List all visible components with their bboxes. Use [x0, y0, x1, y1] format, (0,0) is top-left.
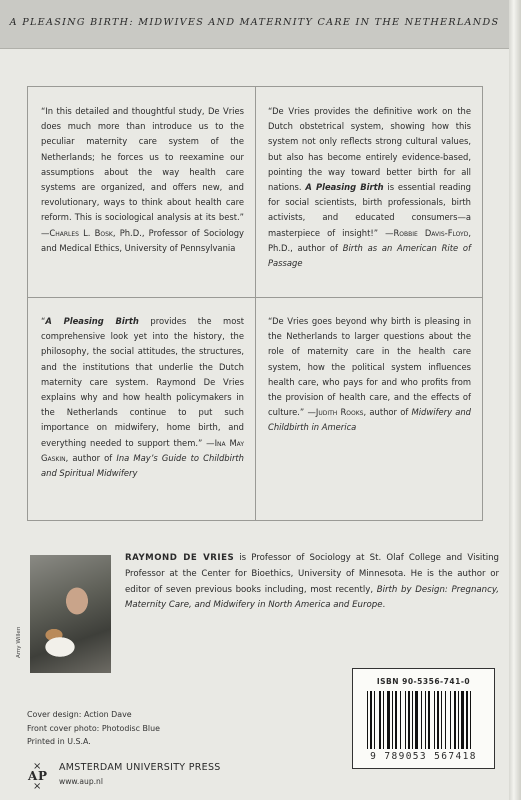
blurb-davis-floyd — [268, 104, 471, 271]
blurb-affiliation: , Ph.D., Professor of Sociology and Medical Ethics, University of Pennsylvania — [41, 227, 244, 253]
credit-cover-design: Cover design: Action Dave — [27, 710, 132, 719]
blurb-author: Robbie Davis-Floyd — [393, 227, 469, 238]
blurb-text-continued: is essential reading for social scientists, birth professionals, birth activists, and educated consumers—a masterpiece of insight!” — — [268, 182, 471, 238]
blurb-author: Judith Rooks — [315, 407, 364, 418]
blurb-text: “De Vries provides the definitive work on the Dutch obstetrical system, showing how this system not only reflects strong cultural values, but also has become entirely evidence-based, pointing the way toward better birth for all nations. — [268, 106, 471, 193]
aup-logo-icon — [27, 758, 53, 790]
author-name: RAYMOND DE VRIES — [125, 553, 235, 563]
credit-printed-in: Printed in U.S.A. — [27, 737, 91, 747]
photo-credit-text: Amy Willen — [16, 626, 22, 658]
blurb-affiliation: , author of — [65, 452, 117, 463]
cover-credits — [27, 708, 160, 749]
spine-edge — [509, 0, 521, 800]
blurb-author: Ina May Gaskin — [41, 437, 244, 463]
svg-text:×: × — [33, 781, 42, 790]
blurb-work: Ina May’s Guide to Childbirth and Spiritual Midwifery — [41, 452, 244, 479]
credit-cover-photo: Front cover photo: Photodisc Blue — [27, 723, 160, 733]
blurb-open-quote: “ — [41, 316, 46, 326]
bio-text: is Professor of Sociology at St. Olaf College and Visiting Professor at the Center for Bioethics, University of Minnesota. He is the author or editor of seven previous books including, most recently, — [125, 553, 499, 595]
bio-book-title: Birth by Design: Pregnancy, Maternity Care, and Midwifery in North America and Europe — [125, 584, 499, 611]
svg-text:×: × — [33, 761, 42, 772]
blurb-work: Midwifery and Childbirth in America — [268, 407, 472, 433]
barcode-box — [352, 668, 495, 769]
blurb-affiliation: , Ph.D., author of — [268, 227, 471, 253]
photo-credit — [16, 598, 26, 658]
blurb-author: Charles L. Bosk — [49, 227, 113, 238]
barcode-bars — [367, 691, 483, 749]
publisher-url: www.aup.nl — [59, 777, 103, 786]
blurb-text: “In this detailed and thoughtful study, De Vries does much more than introduce us to the peculiar maternity care system of the Netherlands; he forces us to reexamine our assumptions about the way health care systems are organized, and offers new, and revolutionary, ways to think about health care reform. This is sociological analysis at its best.” — — [41, 106, 244, 238]
grid-divider-horizontal — [28, 297, 482, 298]
blurb-gaskin — [41, 314, 244, 481]
book-series-title: A PLEASING BIRTH: MIDWIVES AND MATERNITY CARE IN THE NETHERLANDS — [9, 17, 500, 28]
svg-text:A: A — [28, 769, 38, 783]
barcode-number: 9 789053 567418 — [370, 751, 477, 762]
author-bio — [125, 551, 499, 614]
publisher — [27, 758, 267, 790]
bio-end: . — [382, 600, 386, 611]
author-photo — [30, 555, 111, 673]
blurb-bosk — [41, 104, 244, 256]
blurb-book-title: A Pleasing Birth — [45, 316, 139, 326]
blurb-work: Birth as an American Rite of Passage — [268, 242, 472, 269]
blurb-text: “De Vries goes beyond why birth is pleasing in the Netherlands to larger questions about the role of maternity care in the health care system, how the political system influences health care, who pays for and who profits from the provision of health care, and the effects of culture.” — — [268, 316, 471, 418]
publisher-name: AMSTERDAM UNIVERSITY PRESS — [59, 762, 221, 773]
blurb-grid — [27, 86, 483, 521]
grid-divider-vertical — [255, 87, 256, 520]
blurb-rooks — [268, 314, 471, 436]
isbn: ISBN 90-5356-741-0 — [376, 677, 471, 686]
title-bar — [0, 0, 509, 49]
blurb-affiliation: , author of — [363, 407, 412, 418]
svg-text:P: P — [38, 769, 48, 783]
blurb-text: provides the most comprehensive look yet into the history, the philosophy, the social attitudes, the structures, and the institutions that underlie the Dutch maternity care system. Raymond De Vries explains why and how health policymakers in the Netherlands continue to put such importance on midwifery, home birth, and everything needed to support them.” — — [41, 316, 244, 448]
blurb-book-title: A Pleasing Birth — [305, 182, 384, 193]
